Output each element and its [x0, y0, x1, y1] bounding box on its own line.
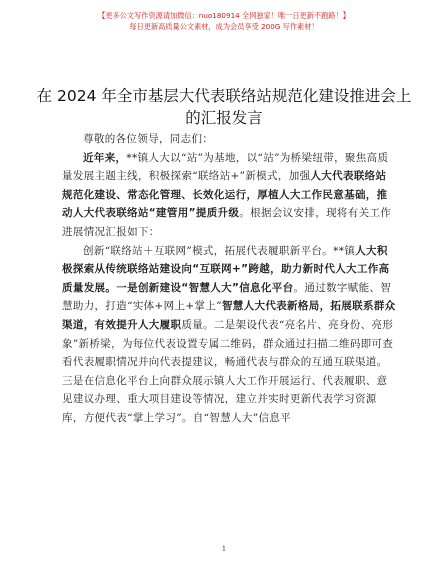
- promo-banner-line-2: 每日更新高质量公文素材，成为会员享受 200G 写作素材！: [129, 22, 319, 31]
- paragraph-2-text-1: 创新“联络站＋互联网”模式，拓展代表履职新平台。**镇: [83, 244, 356, 257]
- page-number: 1: [221, 545, 227, 553]
- promo-banner-line-1: 【更多公文写作资源请加微信：nuo180914 全网独家！唯一日更新不跑路！】: [98, 11, 350, 20]
- greeting: 尊敬的各位领导，同志们：: [83, 133, 214, 145]
- paragraph-1-text-2: 。根据会议安排，现将有关工作进展情况汇报如下：: [62, 207, 392, 238]
- document-title: 在 2024 年全市基层大代表联络站规范化建设推进会上的汇报发言: [36, 87, 412, 127]
- paragraph-2-bold-2: 智慧人大代表新格局，拓展联系群众渠道，有效提升人大履职: [62, 300, 396, 331]
- paragraph-2-text-3: 质量。二是架设代表“亮名片、亮身份、亮形象”新桥梁，为每位代表设置专属二维码，群众通过扫描二维码即可查看代表履职情况并向代表提建议，畅通代表与群众的互通互联渠道。三是在信息化平台上向群众展示镇人大工作开展运行、代表履职、意见建议办理、重大项目建设等情况，建立并实时更新代表学习资源库，方便代表“掌上学习”。自“智慧人大”信息平: [62, 318, 394, 424]
- paragraph-1-text-1: **镇人大以“站”为基地，以“站”为桥梁纽带，聚焦高质量发展主题主线，积极探索“联络站+”新模式，加强: [62, 151, 389, 183]
- paragraph-1-lead: 近年来，: [83, 151, 127, 164]
- paragraph-2-text-2: 。通过数字赋能、智慧助力，打造“实体+网上+掌上”: [62, 281, 392, 313]
- paragraph-1: [62, 149, 396, 242]
- paragraph-2: [62, 242, 396, 428]
- paragraph-2-bold-1: 人大积极探索从传统联络站建设向“互联网+”跨越，助力新时代人大工作高质量发展。一是创新建设“智慧人大”信息化平台: [62, 244, 390, 294]
- promo-banner: [0, 10, 448, 32]
- paragraph-1-bold-1: 人大代表联络站规范化建设、常态化管理、长效化运行，厚植人大工作民意基础，推动人大代表联络站“建管用”提质升级: [62, 170, 388, 220]
- document-body: [62, 130, 396, 428]
